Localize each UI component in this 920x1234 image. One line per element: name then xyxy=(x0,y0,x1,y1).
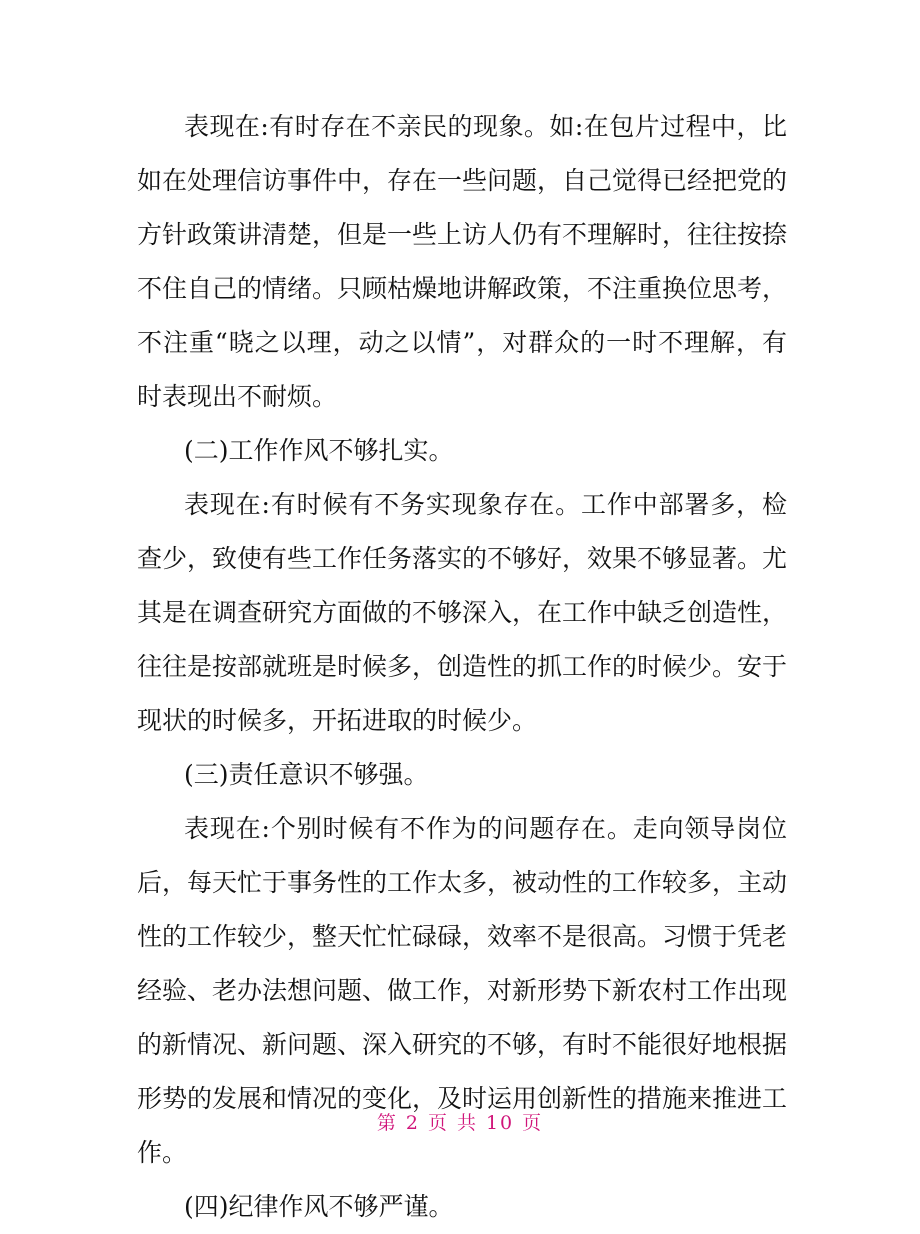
paragraph-responsibility: 表现在:个别时候有不作为的问题存在。走向领导岗位后，每天忙于事务性的工作太多，被动性的工作较多，主动性的工作较少，整天忙忙碌碌，效率不是很高。习惯于凭老经验、老办法想问题、做工作，对新形势下新农村工作出现的新情况、新问题、深入研究的不够，有时不能很好地根据形势的发展和情况的变化，及时运用创新性的措施来推进工作。 xyxy=(137,814,788,1167)
section-heading-work-style: (二)工作作风不够扎实。 xyxy=(184,436,454,465)
footer-suffix: 页 xyxy=(522,1112,544,1134)
section-heading-discipline: (四)纪律作风不够严谨。 xyxy=(184,1192,454,1221)
footer-page-word: 页 xyxy=(427,1112,449,1134)
footer-prefix: 第 xyxy=(376,1112,398,1134)
footer-total-pages: 10 xyxy=(485,1112,515,1134)
paragraph-work-style: 表现在:有时候有不务实现象存在。工作中部署多，检查少，致使有些工作任务落实的不够好，效果不够显著。尤其是在调查研究方面做的不够深入，在工作中缺乏创造性，往往是按部就班是时候多，创造性的抓工作的时候少。安于现状的时候多，开拓进取的时候少。 xyxy=(137,490,788,735)
page-footer xyxy=(0,1108,920,1138)
document-body xyxy=(137,100,787,1234)
footer-current-page: 2 xyxy=(405,1112,420,1134)
footer-total-prefix: 共 xyxy=(456,1112,478,1134)
paragraph-attitude: 表现在:有时存在不亲民的现象。如:在包片过程中，比如在处理信访事件中，存在一些问题，自己觉得已经把党的方针政策讲清楚，但是一些上访人仍有不理解时，往往按捺不住自己的情绪。只顾枯燥地讲解政策，不注重换位思考，不注重“晓之以理，动之以情”，对群众的一时不理解，有时表现出不耐烦。 xyxy=(137,112,788,411)
section-heading-responsibility: (三)责任意识不够强。 xyxy=(184,760,429,789)
